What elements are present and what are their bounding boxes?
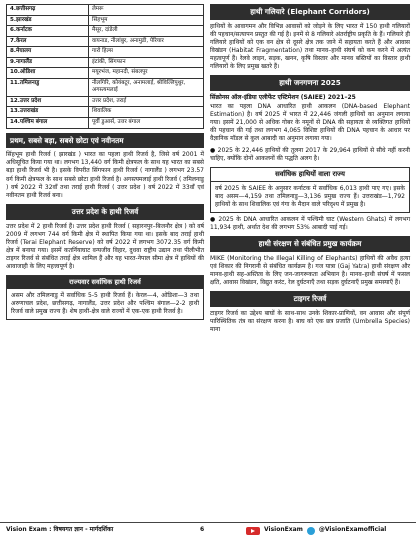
reserve-name-cell: पूर्वी डुआर्स, उत्तर बंगाल: [89, 118, 204, 129]
table-row: [7, 118, 204, 129]
highest-elephant-state-box: [210, 167, 410, 213]
reserve-name-cell: नीलगिरि, कोयंबटूर, अनामलाई, श्रीविल्लिपुथुर, अगस्त्यमलाई: [89, 78, 204, 96]
page-number: 6: [200, 526, 205, 534]
bullet-western-ghats: ● 2025 के DNA आधारित आकलन में पश्चिमी घाट (Western Ghats) में लगभग 11,934 हाथी, अर्थात देश की लगभग 53% आबादी पाई गई।: [210, 216, 410, 232]
footer-social: [246, 526, 386, 534]
highest-elephant-state-title: सर्वाधिक हाथियों वाला राज्य: [211, 168, 409, 182]
youtube-handle[interactable]: VisionExam: [264, 526, 303, 534]
state-name-cell: 5.झारखंड: [7, 15, 89, 26]
heading-census-2025: हाथी जनगणना 2025: [210, 75, 410, 91]
table-row: [7, 68, 204, 79]
table-row: [7, 36, 204, 47]
reserve-name-cell: गारो हिल्स: [89, 47, 204, 58]
state-name-cell: 10.ओडिशा: [7, 68, 89, 79]
paragraph-saiee: भारत का पहला DNA आधारित हाथी आकलन (DNA-based Elephant Estimation) है। वर्ष 2025 में भारत में 22,446 जंगली हाथियों का अनुमान लगाया गया। इसमें 21,000 से अधिक गोबर के नमूनों से DNA की सहायता से व्यक्तिगत हाथियों की पहचान की गई तथा लगभग 4,065 विशिष्ट हाथियों की DNA पहचान के आधार पर वैज्ञानिक मॉडल से कुल आबादी का अनुमान लगाया गया।: [210, 103, 410, 143]
reserve-name-cell: वायनाड, नीलांबुर, अनामुडी, पेरियार: [89, 36, 204, 47]
table-row: [7, 5, 204, 16]
state-wise-box-body: असम और तमिलनाडु में सर्वाधिक 5-5 हाथी रिजर्व हैं। केरल—4, ओडिशा—3 तथा अरुणाचल प्रदेश, छत्तीसगढ़, नागालैंड, उत्तर प्रदेश और पश्चिम बंगाल—2-2 हाथी रिजर्व वाले प्रमुख राज्य हैं। शेष हाथी-क्षेत्र वाले राज्यों में एक-एक हाथी रिजर्व है।: [11, 292, 199, 316]
state-name-cell: 6.कर्नाटक: [7, 26, 89, 37]
reserve-name-cell: लेमरू: [89, 5, 204, 16]
state-name-cell: 9.नागालैंड: [7, 57, 89, 68]
paragraph-conservation-programs: MIKE (Monitoring the Illegal Killing of Elephants) हाथियों की अवैध हत्या एवं शिकार की निगरानी से संबंधित कार्यक्रम है। गज यात्रा (Gaj Yatra) हाथी संरक्षण और मानव-हाथी सह-अस्तित्व के लिए जन-जागरूकता अभियान है। मानव–हाथी संघर्ष में फसल क्षति, आवास विखंडन, विद्युत करंट, रेल दुर्घटनाएँ तथा सड़क दुर्घटनाएँ प्रमुख समस्याएँ हैं।: [210, 255, 410, 287]
state-name-cell: 11.तमिलनाडु: [7, 78, 89, 96]
state-name-cell: 14.पश्चिम बंगाल: [7, 118, 89, 129]
bullet-comparison: ● 2025 के 22,446 हाथियों की तुलना 2017 के 29,964 हाथियों से सीधे नहीं करनी चाहिए, क्योंकि दोनों आकलनों की पद्धति अलग है।: [210, 146, 410, 162]
telegram-handle[interactable]: @VisionExamofficial: [318, 526, 387, 534]
table-row: [7, 47, 204, 58]
table-row: [7, 96, 204, 107]
heading-saiee: सिंक्रोनस ऑल-इंडिया एलीफेंट एस्टिमेशन (SAIEE) 2021–25: [210, 94, 356, 101]
heading-tiger-reserve: टाइगर रिजर्व: [210, 291, 410, 307]
state-name-cell: 7.केरल: [7, 36, 89, 47]
reserve-name-cell: शिवालिक: [89, 107, 204, 118]
state-name-cell: 4.छत्तीसगढ़: [7, 5, 89, 16]
telegram-icon: [307, 527, 315, 535]
table-row: [7, 26, 204, 37]
elephant-reserve-table: [6, 4, 204, 129]
reserve-name-cell: मयूरभंज, महानदी, संबलपुर: [89, 68, 204, 79]
reserve-name-cell: मैसूर, दांडेली: [89, 26, 204, 37]
table-row: [7, 78, 204, 96]
reserve-name-cell: इंटांकी, सिंगफान: [89, 57, 204, 68]
heading-elephant-corridors: हाथी गलियारे (Elephant Corridors): [210, 4, 410, 20]
footer-title: Vision Exam : विषयगत ज्ञान - मार्गदर्शिका: [6, 526, 114, 534]
left-column: [6, 4, 204, 320]
heading-first-largest-smallest: प्रथम, सबसे बड़ा, सबसे छोटा एवं नवीनतम: [6, 133, 204, 149]
state-wise-box-title: राज्यवार सर्वाधिक हाथी रिजर्व: [7, 276, 203, 289]
paragraph-corridors: हाथियों के आवागमन और विभिन्न आवासों को जोड़ने के लिए भारत में 150 हाथी गलियारों की पहचान/सत्यापन प्रस्तुत की गई है। इनमें से 8 गलियारे अंतर्राष्ट्रीय प्रकृति के हैं। गलियारे ही गलियारे हाथियों को एक वन क्षेत्र से दूसरे क्षेत्र तक जाने में सहायता करते हैं और आवास विखंडन (Habitat Fragmentation) तथा मानव–हाथी संघर्ष को कम करने में अत्यंत महत्वपूर्ण हैं। रेलवे लाइन, सड़क, खनन, कृषि विस्तार और मानव बस्तियों का विस्तार हाथी गलियारों के लिए प्रमुख खतरे हैं।: [210, 22, 410, 71]
table-row: [7, 57, 204, 68]
heading-conservation-programs: हाथी संरक्षण से संबंधित प्रमुख कार्यक्रम: [210, 236, 410, 252]
paragraph-tiger-reserve: टाइगर रिजर्व का उद्देश्य बाघों के साथ-साथ उनके शिकार-प्राणियों, वन आवास और संपूर्ण पारिस्थितिक तंत्र का संरक्षण करना है। बाघ को एक छत्र प्रजाति (Umbrella Species) माना: [210, 310, 410, 334]
paragraph-up-reserves: उत्तर प्रदेश में 2 हाथी रिजर्व हैं। उत्तर प्रदेश हाथी रिजर्व ( सहारनपुर–बिजनौर क्षेत्र ) को वर्ष 2009 में लगभग 744 वर्ग किमी क्षेत्र में स्थापित किया गया था। इसके बाद तराई हाथी रिजर्व (Terai Elephant Reserve) को वर्ष 2022 में लगभग 3072.35 वर्ग किमी क्षेत्र में बनाया गया। इसमें कतर्नियाघाट वन्यजीव विहार, दुधवा राष्ट्रीय उद्यान तथा पीलीभीत टाइगर रिजर्व से संबंधित तराई क्षेत्र शामिल हैं और यह भारत-नेपाल सीमा क्षेत्र में हाथियों की आवाजाही के लिए महत्त्वपूर्ण है।: [6, 222, 204, 271]
right-column: [210, 4, 410, 334]
heading-up-reserves: उत्तर प्रदेश के हाथी रिजर्व: [6, 204, 204, 220]
state-wise-box: [6, 275, 204, 320]
table-row: [7, 107, 204, 118]
table-row: [7, 15, 204, 26]
page-footer: [0, 522, 416, 538]
youtube-icon: [246, 527, 260, 535]
paragraph-first-reserve: सिंहभूम हाथी रिजर्व ( झारखंड ) भारत का पहला हाथी रिजर्व है, जिसे वर्ष 2001 में अधिसूचित किया गया था। लगभग 13,440 वर्ग किमी क्षेत्रफल के साथ यह भारत का सबसे बड़ा हाथी रिजर्व भी है। इसके विपरीत सिंगफान हाथी रिजर्व ( नागालैंड ) लगभग 23.57 वर्ग किमी क्षेत्रफल के साथ सबसे छोटा हाथी रिजर्व है। अगस्त्यमलाई हाथी रिजर्व ( तमिलनाडु ) वर्ष 2022 में 32वाँ तथा तराई हाथी रिजर्व ( उत्तर प्रदेश ) वर्ष 2022 में 33वाँ एवं नवीनतम हाथी रिजर्व बना।: [6, 151, 204, 199]
state-name-cell: 8.मेघालय: [7, 47, 89, 58]
reserve-name-cell: सिंहभूम: [89, 15, 204, 26]
highest-elephant-state-body: वर्ष 2025 के SAIEE के अनुसार कर्नाटक में सर्वाधिक 6,013 हाथी पाए गए। इसके बाद असम—4,159 तथा तमिलनाडु—3,136 प्रमुख राज्य हैं। उत्तराखंड—1,792 हाथियों के साथ शिवालिक एवं गंगा के मैदान वाले परिदृश्य में प्रमुख है।: [215, 184, 405, 209]
state-name-cell: 13.उत्तराखंड: [7, 107, 89, 118]
state-name-cell: 12.उत्तर प्रदेश: [7, 96, 89, 107]
reserve-name-cell: उत्तर प्रदेश, तराई: [89, 96, 204, 107]
